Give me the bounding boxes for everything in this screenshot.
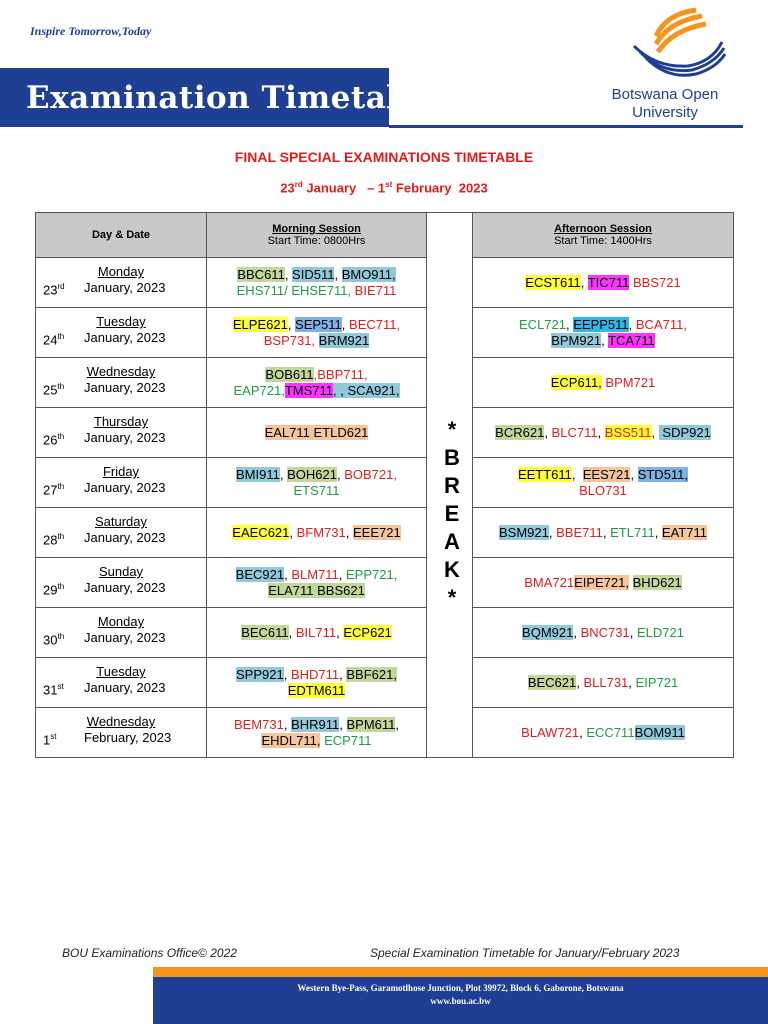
day-date-cell bbox=[36, 458, 207, 508]
tagline: Inspire Tomorrow,Today bbox=[30, 24, 152, 38]
course-code: BOH621 bbox=[287, 466, 337, 482]
course-code: BLO731 bbox=[579, 482, 627, 498]
day-num: 31 bbox=[43, 682, 58, 698]
course-code: BEC711, bbox=[349, 316, 401, 332]
course-code: ECST611 bbox=[525, 274, 581, 290]
morning-session-cell bbox=[207, 508, 427, 558]
day-sup: th bbox=[57, 532, 65, 541]
day-sup: th bbox=[57, 632, 65, 641]
month-year: January, 2023 bbox=[84, 480, 166, 495]
course-code: , bbox=[654, 524, 662, 540]
main-heading: FINAL SPECIAL EXAMINATIONS TIMETABLE bbox=[234, 149, 534, 165]
course-code: TCA711 bbox=[608, 332, 655, 348]
session-line bbox=[473, 425, 733, 441]
day-number bbox=[43, 432, 64, 447]
morning-session-cell bbox=[207, 358, 427, 408]
course-code: , bbox=[289, 524, 297, 540]
header-afternoon bbox=[473, 213, 734, 258]
table-row bbox=[36, 708, 734, 758]
course-code: TIC711 bbox=[587, 274, 630, 290]
day-sup: rd bbox=[57, 282, 65, 291]
day-num: 27 bbox=[43, 482, 58, 498]
course-code: SEP511 bbox=[295, 316, 342, 332]
day-date-cell bbox=[36, 708, 207, 758]
month-year: January, 2023 bbox=[84, 330, 166, 345]
month-year: January, 2023 bbox=[84, 580, 166, 595]
course-code: SDP921 bbox=[658, 424, 711, 440]
course-code: BEC611 bbox=[241, 624, 289, 640]
course-code: TMS711 bbox=[284, 382, 333, 398]
footer-orange-stripe bbox=[153, 967, 768, 977]
session-line bbox=[207, 267, 426, 283]
day-number bbox=[43, 332, 64, 347]
day-num: 24 bbox=[43, 332, 58, 348]
course-code: BBE711 bbox=[556, 524, 603, 540]
course-code: SCA921, bbox=[347, 382, 400, 398]
afternoon-session-cell bbox=[473, 308, 734, 358]
course-code: EEE721 bbox=[353, 524, 401, 540]
course-code: , bbox=[336, 624, 344, 640]
day-number bbox=[43, 482, 64, 497]
course-code: BMO911, bbox=[341, 266, 396, 282]
table-row bbox=[36, 308, 734, 358]
table-row bbox=[36, 558, 734, 608]
break-letter: B bbox=[444, 445, 460, 470]
course-code: BOM911 bbox=[634, 724, 685, 740]
course-code: SPP921 bbox=[236, 666, 284, 682]
session-line bbox=[473, 275, 733, 291]
course-code: , , bbox=[333, 382, 348, 398]
course-code: EHS711/ EHSE711, bbox=[236, 282, 355, 298]
course-code: BEC921 bbox=[235, 566, 285, 582]
session-line bbox=[207, 717, 426, 733]
month-year: February, 2023 bbox=[84, 730, 172, 745]
course-code: BQM921 bbox=[522, 624, 574, 640]
session-line bbox=[207, 383, 426, 399]
session-line bbox=[207, 333, 426, 349]
session-line bbox=[473, 375, 733, 391]
course-code: BPM921 bbox=[551, 332, 602, 348]
range-day1: 23 bbox=[280, 180, 295, 196]
course-code: ECL721 bbox=[519, 316, 566, 332]
month-year: January, 2023 bbox=[84, 430, 166, 445]
university-line1: Botswana Open bbox=[611, 86, 719, 103]
date-range-heading bbox=[0, 180, 768, 195]
day-number bbox=[43, 682, 64, 697]
course-code: BIL711 bbox=[295, 624, 337, 640]
course-code: , bbox=[336, 466, 345, 482]
course-code: BPM721 bbox=[601, 374, 656, 390]
course-code: , bbox=[339, 716, 347, 732]
course-code: EDTM611 bbox=[287, 682, 346, 698]
month-year: January, 2023 bbox=[84, 380, 166, 395]
session-line bbox=[207, 683, 426, 699]
day-name: Tuesday bbox=[96, 664, 146, 679]
course-code: , bbox=[339, 666, 347, 682]
course-code: , bbox=[283, 666, 291, 682]
course-code: EES721 bbox=[582, 466, 631, 482]
morning-session-cell bbox=[207, 258, 427, 308]
course-code: BLC711 bbox=[551, 424, 598, 440]
break-letter: A bbox=[444, 529, 460, 554]
header-morning bbox=[207, 213, 427, 258]
session-line bbox=[207, 467, 426, 483]
course-code: ETL711 bbox=[610, 524, 655, 540]
course-code: , bbox=[284, 266, 293, 282]
table-row bbox=[36, 508, 734, 558]
university-name bbox=[600, 86, 730, 122]
session-line bbox=[473, 575, 733, 591]
month-year: January, 2023 bbox=[84, 630, 166, 645]
course-code: , bbox=[338, 566, 347, 582]
month-year: January, 2023 bbox=[84, 680, 166, 695]
session-line bbox=[207, 525, 426, 541]
day-date-cell bbox=[36, 308, 207, 358]
day-num: 26 bbox=[43, 432, 58, 448]
morning-title: Morning Session bbox=[272, 223, 361, 235]
course-code: BRM921 bbox=[318, 332, 370, 348]
day-num: 29 bbox=[43, 582, 58, 598]
course-code: , bbox=[279, 466, 288, 482]
session-line bbox=[207, 425, 426, 441]
range-sup2: st bbox=[385, 180, 393, 189]
course-code: STD511, bbox=[637, 466, 689, 482]
course-code: EIPE721, bbox=[574, 574, 630, 590]
afternoon-session-cell bbox=[473, 608, 734, 658]
course-code: ECP621 bbox=[343, 624, 392, 640]
course-code: , bbox=[571, 466, 583, 482]
day-sup: th bbox=[57, 382, 65, 391]
day-date-cell bbox=[36, 558, 207, 608]
course-code: BSS511 bbox=[604, 424, 652, 440]
afternoon-title: Afternoon Session bbox=[554, 223, 652, 235]
course-code: EAP721, bbox=[233, 382, 285, 398]
banner-title: Examination Timetable bbox=[26, 80, 441, 116]
course-code: , bbox=[580, 274, 588, 290]
footer-address-line: Western Bye-Pass, Garamotlhose Junction, Plot 39972, Block 6, Gaborone, Botswana bbox=[297, 983, 624, 993]
course-code: , bbox=[283, 716, 292, 732]
course-code: ELD721 bbox=[636, 624, 684, 640]
course-code: BOB721, bbox=[344, 466, 397, 482]
day-sup: st bbox=[57, 682, 64, 691]
morning-session-cell bbox=[207, 458, 427, 508]
range-sup1: rd bbox=[294, 180, 303, 189]
table-row bbox=[36, 358, 734, 408]
footer-office: BOU Examinations Office© 2022 bbox=[62, 946, 237, 960]
range-end: February 2023 bbox=[392, 180, 488, 196]
course-code: , bbox=[579, 724, 587, 740]
table-row bbox=[36, 658, 734, 708]
session-line bbox=[473, 467, 733, 483]
course-code: , bbox=[544, 424, 552, 440]
day-name: Monday bbox=[97, 614, 145, 629]
course-code: , bbox=[628, 674, 636, 690]
break-letter: * bbox=[447, 585, 457, 610]
course-code: BIE711 bbox=[354, 282, 397, 298]
afternoon-session-cell bbox=[473, 508, 734, 558]
break-letter: * bbox=[447, 417, 457, 442]
afternoon-session-cell bbox=[473, 708, 734, 758]
course-code: BBC611 bbox=[237, 266, 285, 282]
course-code: EHDL711, bbox=[261, 732, 321, 748]
afternoon-time: Start Time: 1400Hrs bbox=[554, 235, 652, 247]
university-logo-icon bbox=[626, 6, 726, 82]
course-code: BLM711 bbox=[291, 566, 339, 582]
session-line bbox=[207, 317, 426, 333]
morning-session-cell bbox=[207, 308, 427, 358]
course-code: , bbox=[597, 424, 605, 440]
course-code: ELPE621 bbox=[232, 316, 288, 332]
course-code: , bbox=[630, 466, 638, 482]
session-line bbox=[207, 625, 426, 641]
afternoon-session-cell bbox=[473, 558, 734, 608]
day-name: Wednesday bbox=[86, 364, 156, 379]
day-date-cell bbox=[36, 608, 207, 658]
header-day-date bbox=[36, 213, 207, 258]
day-sup: st bbox=[50, 732, 57, 741]
course-code: BCR621 bbox=[495, 424, 545, 440]
day-num: 23 bbox=[43, 282, 58, 298]
session-line bbox=[473, 525, 733, 541]
course-code: BMA721 bbox=[524, 574, 575, 590]
break-label bbox=[436, 416, 468, 612]
course-code: BHR911 bbox=[291, 716, 340, 732]
session-line bbox=[207, 367, 426, 383]
day-date-cell bbox=[36, 408, 207, 458]
footer-title: Special Examination Timetable for January/February 2023 bbox=[370, 946, 680, 960]
morning-session-cell bbox=[207, 708, 427, 758]
course-code: ,BBP711, bbox=[313, 366, 368, 382]
day-num: 28 bbox=[43, 532, 58, 548]
footer-website[interactable]: www.bou.ac.bw bbox=[430, 996, 491, 1006]
course-code: BSM921 bbox=[499, 524, 549, 540]
day-date-cell bbox=[36, 358, 207, 408]
course-code: EIP721 bbox=[635, 674, 679, 690]
course-code: BCA711, bbox=[635, 316, 687, 332]
session-line bbox=[207, 583, 426, 599]
course-code: BLAW721 bbox=[521, 724, 580, 740]
session-line bbox=[207, 567, 426, 583]
afternoon-session-cell bbox=[473, 258, 734, 308]
session-line bbox=[207, 733, 426, 749]
course-code: , bbox=[334, 266, 342, 282]
course-code: BSP731, bbox=[263, 332, 319, 348]
afternoon-session-cell bbox=[473, 458, 734, 508]
course-code: ECP711 bbox=[320, 732, 372, 748]
morning-session-cell bbox=[207, 558, 427, 608]
session-line bbox=[473, 317, 733, 333]
day-number bbox=[43, 732, 56, 747]
session-line bbox=[207, 667, 426, 683]
day-sup: th bbox=[57, 482, 65, 491]
morning-time: Start Time: 0800Hrs bbox=[267, 235, 366, 247]
table-row bbox=[36, 408, 734, 458]
course-code: SID511 bbox=[292, 266, 335, 282]
month-year: January, 2023 bbox=[84, 530, 166, 545]
session-line bbox=[207, 283, 426, 299]
day-date-cell bbox=[36, 508, 207, 558]
range-mid: January – 1 bbox=[302, 180, 386, 196]
course-code: BOB611 bbox=[265, 366, 314, 382]
course-code: EAEC621 bbox=[232, 524, 290, 540]
day-number bbox=[43, 282, 65, 297]
course-code: , bbox=[651, 424, 659, 440]
day-sup: th bbox=[57, 432, 65, 441]
morning-session-cell bbox=[207, 608, 427, 658]
day-name: Tuesday bbox=[96, 314, 146, 329]
session-line bbox=[473, 725, 733, 741]
day-number bbox=[43, 532, 64, 547]
course-code: BPM611 bbox=[346, 716, 396, 732]
course-code: BEM731 bbox=[233, 716, 284, 732]
afternoon-session-cell bbox=[473, 658, 734, 708]
afternoon-session-cell bbox=[473, 408, 734, 458]
course-code: EETT611 bbox=[517, 466, 572, 482]
session-line bbox=[473, 333, 733, 349]
day-name: Sunday bbox=[98, 564, 144, 579]
course-code: , bbox=[576, 674, 584, 690]
course-code: , bbox=[548, 524, 557, 540]
course-code: EAT711 bbox=[661, 524, 707, 540]
day-name: Thursday bbox=[93, 414, 149, 429]
session-line bbox=[473, 675, 733, 691]
course-code: BNC731 bbox=[580, 624, 630, 640]
morning-session-cell bbox=[207, 658, 427, 708]
day-number bbox=[43, 632, 64, 647]
course-code: BHD711 bbox=[290, 666, 340, 682]
course-code: , bbox=[629, 624, 637, 640]
session-line bbox=[473, 483, 733, 499]
day-num: 1 bbox=[43, 732, 51, 748]
course-code: ECP611, bbox=[550, 374, 602, 390]
course-code: , bbox=[345, 524, 353, 540]
course-code: , bbox=[287, 316, 296, 332]
footer-address bbox=[153, 982, 768, 1008]
course-code: BBS721 bbox=[629, 274, 681, 290]
course-code: BFM731 bbox=[296, 524, 346, 540]
course-code: , bbox=[288, 624, 296, 640]
table-row bbox=[36, 608, 734, 658]
day-number bbox=[43, 382, 64, 397]
course-code: BMI911 bbox=[236, 466, 280, 482]
course-code: EAL711 ETLD621 bbox=[264, 424, 369, 440]
course-code: ELA711 BBS621 bbox=[268, 582, 365, 598]
month-year: January, 2023 bbox=[84, 280, 166, 295]
session-line bbox=[473, 625, 733, 641]
course-code: , bbox=[601, 332, 609, 348]
course-code: EPP721, bbox=[346, 566, 398, 582]
day-sup: th bbox=[57, 332, 65, 341]
day-name: Friday bbox=[102, 464, 140, 479]
course-code: , bbox=[395, 716, 400, 732]
course-code: , bbox=[628, 316, 636, 332]
afternoon-session-cell bbox=[473, 358, 734, 408]
day-name: Monday bbox=[97, 264, 145, 279]
course-code: ECC711 bbox=[586, 724, 635, 740]
course-code: BBF621, bbox=[346, 666, 397, 682]
day-num: 25 bbox=[43, 382, 58, 398]
course-code: BEC621 bbox=[527, 674, 577, 690]
day-number bbox=[43, 582, 64, 597]
day-date-cell bbox=[36, 658, 207, 708]
break-letter: E bbox=[444, 501, 460, 526]
day-sup: th bbox=[57, 582, 65, 591]
header-rule bbox=[389, 125, 743, 128]
header-day-label: Day & Date bbox=[91, 229, 151, 241]
course-code: ETS711 bbox=[293, 482, 340, 498]
day-date-cell bbox=[36, 258, 207, 308]
session-line bbox=[207, 483, 426, 499]
day-num: 30 bbox=[43, 632, 58, 648]
course-code: EEPP511 bbox=[573, 316, 629, 332]
course-code: , bbox=[573, 624, 581, 640]
table-row bbox=[36, 458, 734, 508]
course-code: , bbox=[284, 566, 292, 582]
course-code: , bbox=[341, 316, 350, 332]
break-letter: K bbox=[444, 557, 460, 582]
table-row bbox=[36, 258, 734, 308]
morning-session-cell bbox=[207, 408, 427, 458]
course-code: , bbox=[602, 524, 611, 540]
exam-timetable bbox=[35, 212, 734, 758]
course-code: , bbox=[566, 316, 574, 332]
course-code: BHD621 bbox=[632, 574, 682, 590]
university-line2: University bbox=[632, 104, 698, 121]
break-letter: R bbox=[444, 473, 460, 498]
day-name: Wednesday bbox=[86, 714, 156, 729]
course-code: BLL731 bbox=[583, 674, 629, 690]
day-name: Saturday bbox=[94, 514, 148, 529]
